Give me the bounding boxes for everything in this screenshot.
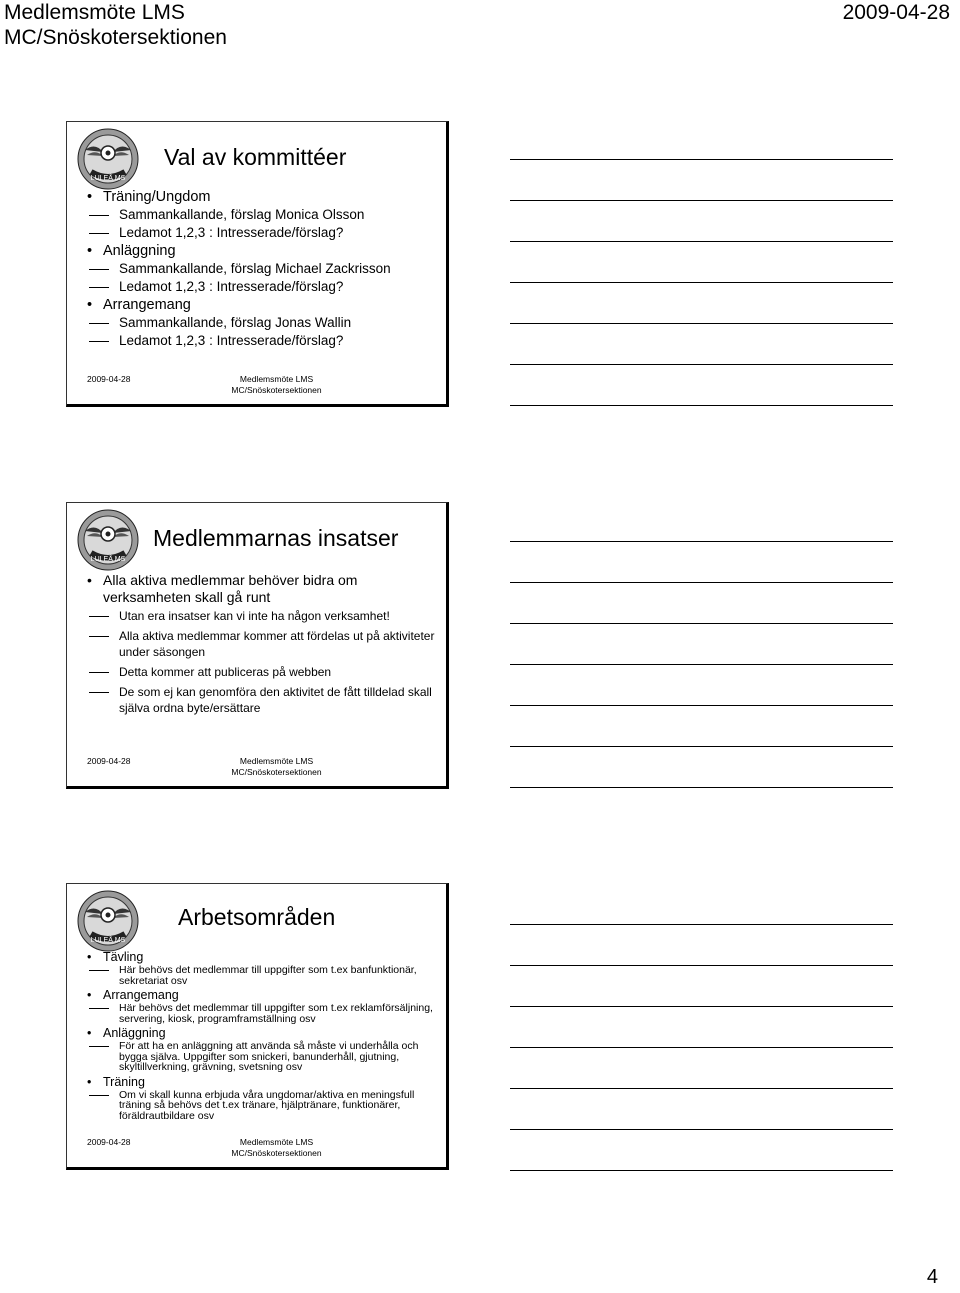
footer-line2: MC/Snöskotersektionen [231, 385, 322, 395]
slide-3 [66, 883, 449, 1170]
note-line [510, 364, 893, 365]
header-date: 2009-04-28 [842, 1, 950, 24]
note-line [510, 541, 893, 542]
slide-footer [87, 374, 426, 396]
svg-text:LULEÅ MS: LULEÅ MS [90, 937, 126, 944]
note-line [510, 582, 893, 583]
note-line [510, 323, 893, 324]
note-line [510, 1129, 893, 1130]
luleå-ms-logo-icon [77, 128, 139, 190]
bullet-item: • Träning/Ungdom [87, 188, 438, 206]
svg-text:LULEÅ MS: LULEÅ MS [90, 175, 126, 182]
luleå-ms-logo-icon [77, 890, 139, 952]
sub-bullet-item: Ledamot 1,2,3 : Intresserade/förslag? [87, 224, 438, 242]
slide-title: Medlemmarnas insatser [153, 525, 399, 551]
header-title-line1: Medlemsmöte LMS [4, 1, 185, 24]
bullet-item: • Arrangemang [87, 988, 438, 1003]
footer-date: 2009-04-28 [87, 756, 131, 766]
sub-bullet-item: Ledamot 1,2,3 : Intresserade/förslag? [87, 278, 438, 296]
header-title-line2: MC/Snöskotersektionen [4, 26, 227, 49]
note-line [510, 282, 893, 283]
slide-2 [66, 502, 449, 789]
footer-date: 2009-04-28 [87, 374, 131, 384]
bullet-item: • Anläggning [87, 1026, 438, 1041]
note-line [510, 1047, 893, 1048]
footer-date: 2009-04-28 [87, 1137, 131, 1147]
footer-line1: Medlemsmöte LMS [239, 1137, 314, 1147]
footer-line2: MC/Snöskotersektionen [231, 767, 322, 777]
sub-bullet-item: Utan era insatser kan vi inte ha någon verksamhet! [87, 608, 438, 624]
footer-line1: Medlemsmöte LMS [239, 756, 314, 766]
bullet-item: • Tävling [87, 950, 438, 965]
sub-bullet-item: Detta kommer att publiceras på webben [87, 664, 438, 680]
footer-line2: MC/Snöskotersektionen [231, 1148, 322, 1158]
note-line [510, 405, 893, 406]
slide-title: Val av kommittéer [164, 144, 347, 170]
note-line [510, 1006, 893, 1007]
note-line [510, 159, 893, 160]
sub-bullet-item: Sammankallande, förslag Jonas Wallin [87, 314, 438, 332]
slide-footer [87, 1137, 426, 1159]
slide-footer [87, 756, 426, 778]
sub-bullet-item: Sammankallande, förslag Monica Olsson [87, 206, 438, 224]
note-line [510, 623, 893, 624]
slide-1 [66, 121, 449, 407]
bullet-item: • Anläggning [87, 242, 438, 260]
sub-bullet-item: Här behövs det medlemmar till uppgifter som t.ex banfunktionär, sekretariat osv [87, 965, 438, 986]
sub-bullet-item: Alla aktiva medlemmar kommer att fördelas ut på aktiviteter under säsongen [87, 628, 438, 660]
sub-bullet-item: Ledamot 1,2,3 : Intresserade/förslag? [87, 332, 438, 350]
bullet-item: • Träning [87, 1075, 438, 1090]
note-line [510, 746, 893, 747]
sub-bullet-item: Om vi skall kunna erbjuda våra ungdomar/aktiva en meningsfull träning så behövs det t.ex tränare, hjälptränare, funktionärer, föräldrautbildare osv [87, 1090, 438, 1122]
bullet-item: • Arrangemang [87, 296, 438, 314]
bullet-item: • Alla aktiva medlemmar behöver bidra om verksamheten skall gå runt [87, 572, 438, 606]
note-line [510, 965, 893, 966]
luleå-ms-logo-icon [77, 509, 139, 571]
slide-title: Arbetsområden [178, 904, 336, 930]
page-number: 4 [926, 1266, 938, 1288]
slide-content [87, 572, 438, 720]
note-line [510, 924, 893, 925]
page-header-title [4, 0, 227, 50]
note-line [510, 241, 893, 242]
note-line [510, 1088, 893, 1089]
note-line [510, 664, 893, 665]
sub-bullet-item: För att ha en anläggning att använda så måste vi underhålla och bygga själva. Uppgifter som snickeri, banunderhåll, gjutning, skyltillverkning, grävning, svetsning osv [87, 1041, 438, 1073]
sub-bullet-item: Sammankallande, förslag Michael Zackrisson [87, 260, 438, 278]
svg-text:LULEÅ MS: LULEÅ MS [90, 556, 126, 563]
note-line [510, 1170, 893, 1171]
note-line [510, 787, 893, 788]
slide-content [87, 188, 438, 350]
note-line [510, 705, 893, 706]
note-line [510, 200, 893, 201]
sub-bullet-item: Här behövs det medlemmar till uppgifter som t.ex reklamförsäljning, servering, kiosk, programframställning osv [87, 1003, 438, 1024]
footer-line1: Medlemsmöte LMS [239, 374, 314, 384]
slide-content [87, 948, 438, 1123]
sub-bullet-item: De som ej kan genomföra den aktivitet de fått tilldelad skall själva ordna byte/ersättare [87, 684, 438, 716]
